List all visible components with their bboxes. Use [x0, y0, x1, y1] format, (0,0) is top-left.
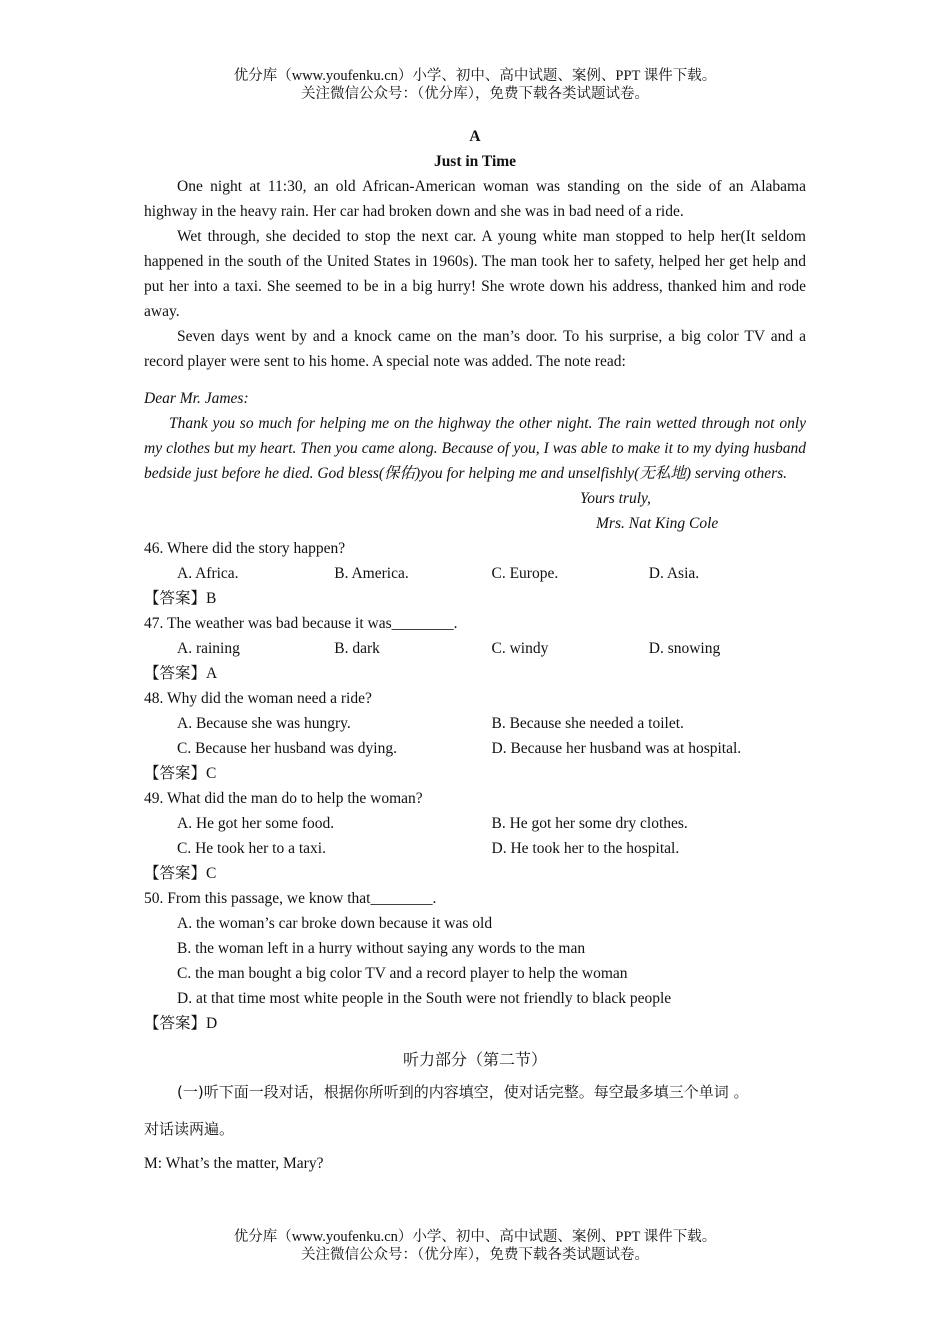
letter-signature: Mrs. Nat King Cole	[596, 515, 719, 532]
question-48	[144, 686, 806, 786]
letter-greeting: Dear Mr. James:	[144, 390, 249, 407]
answer: 【答案】A	[144, 665, 218, 682]
question-options	[144, 561, 806, 586]
passage-paragraph-2: Wet through, she decided to stop the next car. A young white man stopped to help her(It seldom happened in the south of the United States in 1960s). The man took her to safety, helped her get help and put her into a taxi. She seemed to be in a big hurry! She wrote down his address, thanked him and rode away.	[144, 228, 806, 320]
listening-instruction-cont: 对话读两遍。	[144, 1120, 235, 1138]
question-stem: 50. From this passage, we know that________.	[144, 890, 437, 907]
question-options-row-2	[144, 836, 806, 861]
option-b: B. He got her some dry clothes.	[491, 815, 688, 832]
answer: 【答案】C	[144, 865, 217, 882]
page-header	[0, 67, 950, 103]
option-b: B. dark	[334, 640, 380, 657]
question-stem: 49. What did the man do to help the woman?	[144, 790, 423, 807]
header-line-2: 关注微信公众号：（优分库），免费下载各类试题试卷。	[301, 86, 649, 102]
letter	[144, 386, 806, 536]
passage-label: A	[469, 128, 481, 145]
passage-paragraph-1: One night at 11:30, an old African-American woman was standing on the side of an Alabama highway in the heavy rain. Her car had broken down and she was in bad need of a ride.	[144, 178, 806, 220]
letter-closing: Yours truly,	[580, 490, 651, 507]
footer-line-2: 关注微信公众号：（优分库），免费下载各类试题试卷。	[301, 1247, 649, 1263]
answer: 【答案】D	[144, 1015, 218, 1032]
question-47	[144, 611, 806, 686]
page-footer	[0, 1228, 950, 1264]
question-options	[144, 636, 806, 661]
passage-title: Just in Time	[433, 153, 517, 170]
option-b: B. America.	[334, 565, 409, 582]
option-a: A. Africa.	[177, 565, 239, 582]
question-49	[144, 786, 806, 886]
option-c: C. He took her to a taxi.	[177, 840, 326, 857]
option-d: D. at that time most white people in the South were not friendly to black people	[177, 990, 672, 1007]
option-c: C. Europe.	[491, 565, 559, 582]
option-c: C. Because her husband was dying.	[177, 740, 397, 757]
option-b: B. Because she needed a toilet.	[491, 715, 684, 732]
option-d: D. snowing	[648, 640, 721, 657]
question-stem: 48. Why did the woman need a ride?	[144, 690, 372, 707]
question-stem: 47. The weather was bad because it was________.	[144, 615, 458, 632]
option-a: A. Because she was hungry.	[177, 715, 351, 732]
option-b: B. the woman left in a hurry without saying any words to the man	[177, 940, 586, 957]
header-line-1: 优分库（www.youfenku.cn）小学、初中、高中试题、案例、PPT 课件下载。	[233, 68, 717, 84]
question-stem: 46. Where did the story happen?	[144, 540, 346, 557]
option-c: C. windy	[491, 640, 549, 657]
answer: 【答案】C	[144, 765, 217, 782]
letter-body: Thank you so much for helping me on the highway the other night. The rain wetted through not only my clothes but my heart. Then you came along. Because of you, I was able to make it to my dying husband bedside just before he died. God bless(保佑)you for helping me and unselfishly(无私地) serving others.	[144, 415, 806, 482]
question-options-row-1	[144, 711, 806, 736]
option-a: A. raining	[177, 640, 240, 657]
listening-instruction: (一)听下面一段对话，根据你所听到的内容填空，使对话完整。每空最多填三个单词 。	[177, 1083, 749, 1101]
passage-paragraph-3: Seven days went by and a knock came on the man’s door. To his surprise, a big color TV and a record player were sent to his home. A special note was added. The note read:	[144, 328, 806, 370]
question-46	[144, 536, 806, 611]
document-body	[144, 124, 806, 1176]
option-a: A. He got her some food.	[177, 815, 335, 832]
answer: 【答案】B	[144, 590, 217, 607]
footer-line-1: 优分库（www.youfenku.cn）小学、初中、高中试题、案例、PPT 课件下载。	[233, 1229, 717, 1245]
option-d: D. Asia.	[648, 565, 700, 582]
option-a: A. the woman’s car broke down because it was old	[177, 915, 493, 932]
section-title: 听力部分（第二节）	[402, 1050, 547, 1069]
question-options-row-2	[144, 736, 806, 761]
question-50	[144, 886, 806, 1036]
option-d: D. He took her to the hospital.	[491, 840, 680, 857]
question-options-row-1	[144, 811, 806, 836]
option-c: C. the man bought a big color TV and a record player to help the woman	[177, 965, 628, 982]
dialog-line: M: What’s the matter, Mary?	[144, 1155, 324, 1172]
option-d: D. Because her husband was at hospital.	[491, 740, 742, 757]
